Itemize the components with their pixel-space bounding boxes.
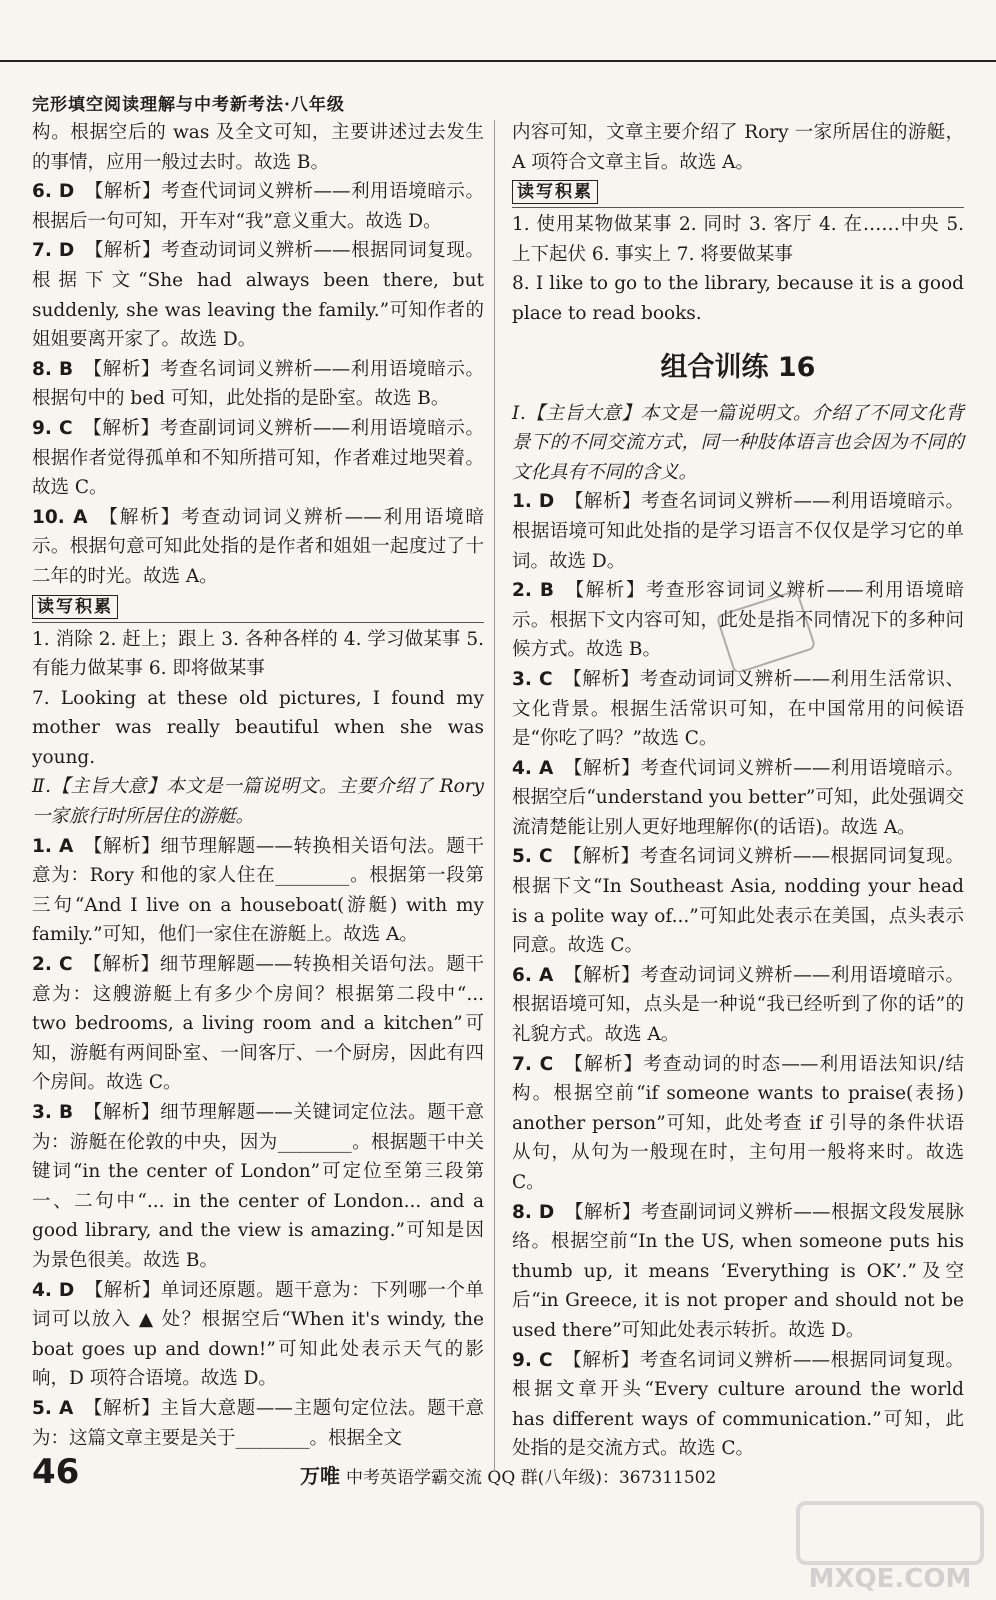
- answer-number: 5. C: [512, 846, 553, 868]
- section-title: 组合训练 16: [660, 351, 816, 383]
- answer-number: 2. C: [32, 954, 73, 976]
- answer-entry: 8. D 【解析】考查副词词义辨析——根据文段发展脉络。根据空前“In the US, when someone puts his thumb up, it means ‘Everything is OK’.”及空后“in Greece, it is not proper and should not be used there”可知此处表示转折。故选 D。: [512, 1201, 964, 1341]
- answer-number: 6. D: [32, 181, 75, 203]
- answer-entry: 2. B 【解析】考查形容词词义辨析——利用语境暗示。根据下文内容可知，此处是指不同情况下的多种问候方式。故选 B。: [512, 580, 964, 661]
- svg-text:MXQE.COM: MXQE.COM: [808, 1564, 972, 1594]
- answer-number: 3. B: [32, 1102, 74, 1123]
- watermark-stamp: [716, 592, 816, 672]
- page-number: 46: [32, 1452, 80, 1492]
- accumulation-label: 读写积累: [32, 595, 118, 619]
- answer-entry: 5. C 【解析】考查名词词义辨析——根据同词复现。根据下文“In Southeast Asia, nodding your head is a polite way of...”可知此处表示在美国，点头表示同意。故选 C。: [512, 846, 964, 957]
- answer-entry: 1. D 【解析】考查名词词义辨析——利用语境暗示。根据语境可知此处指的是学习语言不仅仅是学习它的单词。故选 D。: [512, 491, 964, 572]
- answer-number: 4. D: [32, 1279, 75, 1301]
- answer-entry: 4. D 【解析】单词还原题。题干意为：下列哪一个单词可以放入 ▲ 处？根据空后“When it's windy, the boat goes up and down!”可知此处表示天气的影响，D 项符合语境。故选 D。: [32, 1279, 484, 1390]
- answer-number: 3. C: [512, 668, 553, 690]
- footer-text: 万唯 中考英语学霸交流 QQ 群(八年级)：367311502: [300, 1464, 717, 1488]
- answer-entry: 7. C 【解析】考查动词的时态——利用语法知识/结构。根据空前“if someone wants to praise(表扬) another person”可知，此处考查 if 引导的条件状语从句，从句为一般现在时，主句用一般将来时。故选 C。: [512, 1053, 964, 1193]
- answer-number: 5. A: [32, 1397, 74, 1419]
- answer-entry: 4. A 【解析】考查代词词义辨析——利用语境暗示。根据空后“understand you better”可知，此处强调交流清楚能让别人更好地理解你(的话语)。故选 A。: [512, 757, 964, 838]
- answer-number: 8. B: [32, 358, 74, 380]
- passage-summary: Ⅱ.【主旨大意】本文是一篇说明文。主要介绍了 Rory 一家旅行时所居住的游艇。: [32, 776, 484, 828]
- answer-number: 6. A: [512, 964, 554, 986]
- answer-number: 8. D: [512, 1201, 555, 1223]
- passage-summary: Ⅰ.【主旨大意】本文是一篇说明文。介绍了不同文化背景下的不同交流方式，同一种肢体语言也会因为不同的文化具有不同的含义。: [512, 402, 964, 483]
- answer-entry: 5. A 【解析】主旨大意题——主题句定位法。题干意为：这篇文章主要是关于________。根据全文: [32, 1397, 484, 1449]
- answer-entry: 7. D 【解析】考查动词词义辨析——根据同词复现。根据下文“She had always been there, but suddenly, she was leaving the family.”可知作者的姐姐要离开家了。故选 D。: [32, 240, 484, 351]
- running-header: 完形填空阅读理解与中考新考法·八年级: [32, 95, 345, 115]
- left-column: [32, 118, 484, 1453]
- answer-number: 1. A: [32, 835, 74, 857]
- brand-name: 万唯: [300, 1464, 340, 1488]
- accumulation-sentence: 8. I like to go to the library, because it is a good place to read books.: [512, 273, 964, 324]
- top-rule: [0, 60, 996, 62]
- answer-number: 2. B: [512, 580, 555, 602]
- accumulation-label: 读写积累: [512, 180, 598, 204]
- answer-number: 7. D: [32, 240, 75, 262]
- answer-number: 10. A: [32, 506, 88, 528]
- answer-entry: 内容可知，文章主要介绍了 Rory 一家所居住的游艇，A 项符合文章主旨。故选 A。: [512, 122, 964, 173]
- accumulation-heading: [32, 592, 484, 623]
- answer-number: 1. D: [512, 491, 555, 513]
- answer-entry: 8. B 【解析】考查名词词义辨析——利用语境暗示。根据句中的 bed 可知，此处指的是卧室。故选 B。: [32, 358, 484, 410]
- answer-entry: 1. A 【解析】细节理解题——转换相关语句法。题干意为：Rory 和他的家人住在________。根据第一段第三句“And I live on a houseboat(游艇) with my family.”可知，他们一家住在游艇上。故选 A。: [32, 835, 484, 946]
- accumulation-vocab: 1. 使用某物做某事 2. 同时 3. 客厅 4. 在……中央 5. 上下起伏 6. 事实上 7. 将要做某事: [512, 214, 964, 265]
- column-divider: [494, 120, 495, 1470]
- answer-number: 4. A: [512, 757, 554, 779]
- answer-entry: 9. C 【解析】考查名词词义辨析——根据同词复现。根据文章开头“Every culture around the world has different ways of communication.”可知，此处指的是交流方式。故选 C。: [512, 1349, 964, 1460]
- right-column: [512, 118, 964, 1464]
- answer-entry: 3. B 【解析】细节理解题——关键词定位法。题干意为：游艇在伦敦的中央，因为________。根据题干中关键词“in the center of London”可定位至第三段第一、二句中“... in the center of London... and a good library, and the view is amazing.”可知是因为景色很美。故选 B。: [32, 1102, 484, 1271]
- answer-entry: 3. C 【解析】考查动词词义辨析——利用生活常识、文化背景。根据生活常识可知，在中国常用的问候语是“你吃了吗？”故选 C。: [512, 668, 964, 750]
- answer-entry: 构。根据空后的 was 及全文可知，主要讲述过去发生的事情，应用一般过去时。故选 B。: [32, 122, 484, 173]
- accumulation-sentence: 7. Looking at these old pictures, I found my mother was really beautiful when she was young.: [32, 687, 484, 768]
- answer-entry: 9. C 【解析】考查副词词义辨析——利用语境暗示。根据作者觉得孤单和不知所措可知，作者难过地哭着。故选 C。: [32, 417, 484, 499]
- accumulation-vocab: 1. 消除 2. 赶上；跟上 3. 各种各样的 4. 学习做某事 5. 有能力做某事 6. 即将做某事: [32, 628, 484, 680]
- answer-number: 9. C: [32, 417, 73, 439]
- accumulation-heading: [512, 177, 964, 208]
- answer-number: 7. C: [512, 1053, 554, 1075]
- watermark-logo: [790, 1495, 990, 1595]
- answer-entry: 6. A 【解析】考查动词词义辨析——利用语境暗示。根据语境可知，点头是一种说“我已经听到了你的话”的礼貌方式。故选 A。: [512, 964, 964, 1046]
- answer-number: 9. C: [512, 1349, 553, 1371]
- answer-entry: 10. A 【解析】考查动词词义辨析——利用语境暗示。根据句意可知此处指的是作者和姐姐一起度过了十二年的时光。故选 A。: [32, 506, 484, 587]
- answer-entry: 6. D 【解析】考查代词词义辨析——利用语境暗示。根据后一句可知，开车对“我”意义重大。故选 D。: [32, 181, 484, 232]
- answer-entry: 2. C 【解析】细节理解题——转换相关语句法。题干意为：这艘游艇上有多少个房间？根据第二段中“... two bedrooms, a living room and a kitchen”可知，游艇有两间卧室、一间客厅、一个厨房，因此有四个房间。故选 C。: [32, 954, 484, 1094]
